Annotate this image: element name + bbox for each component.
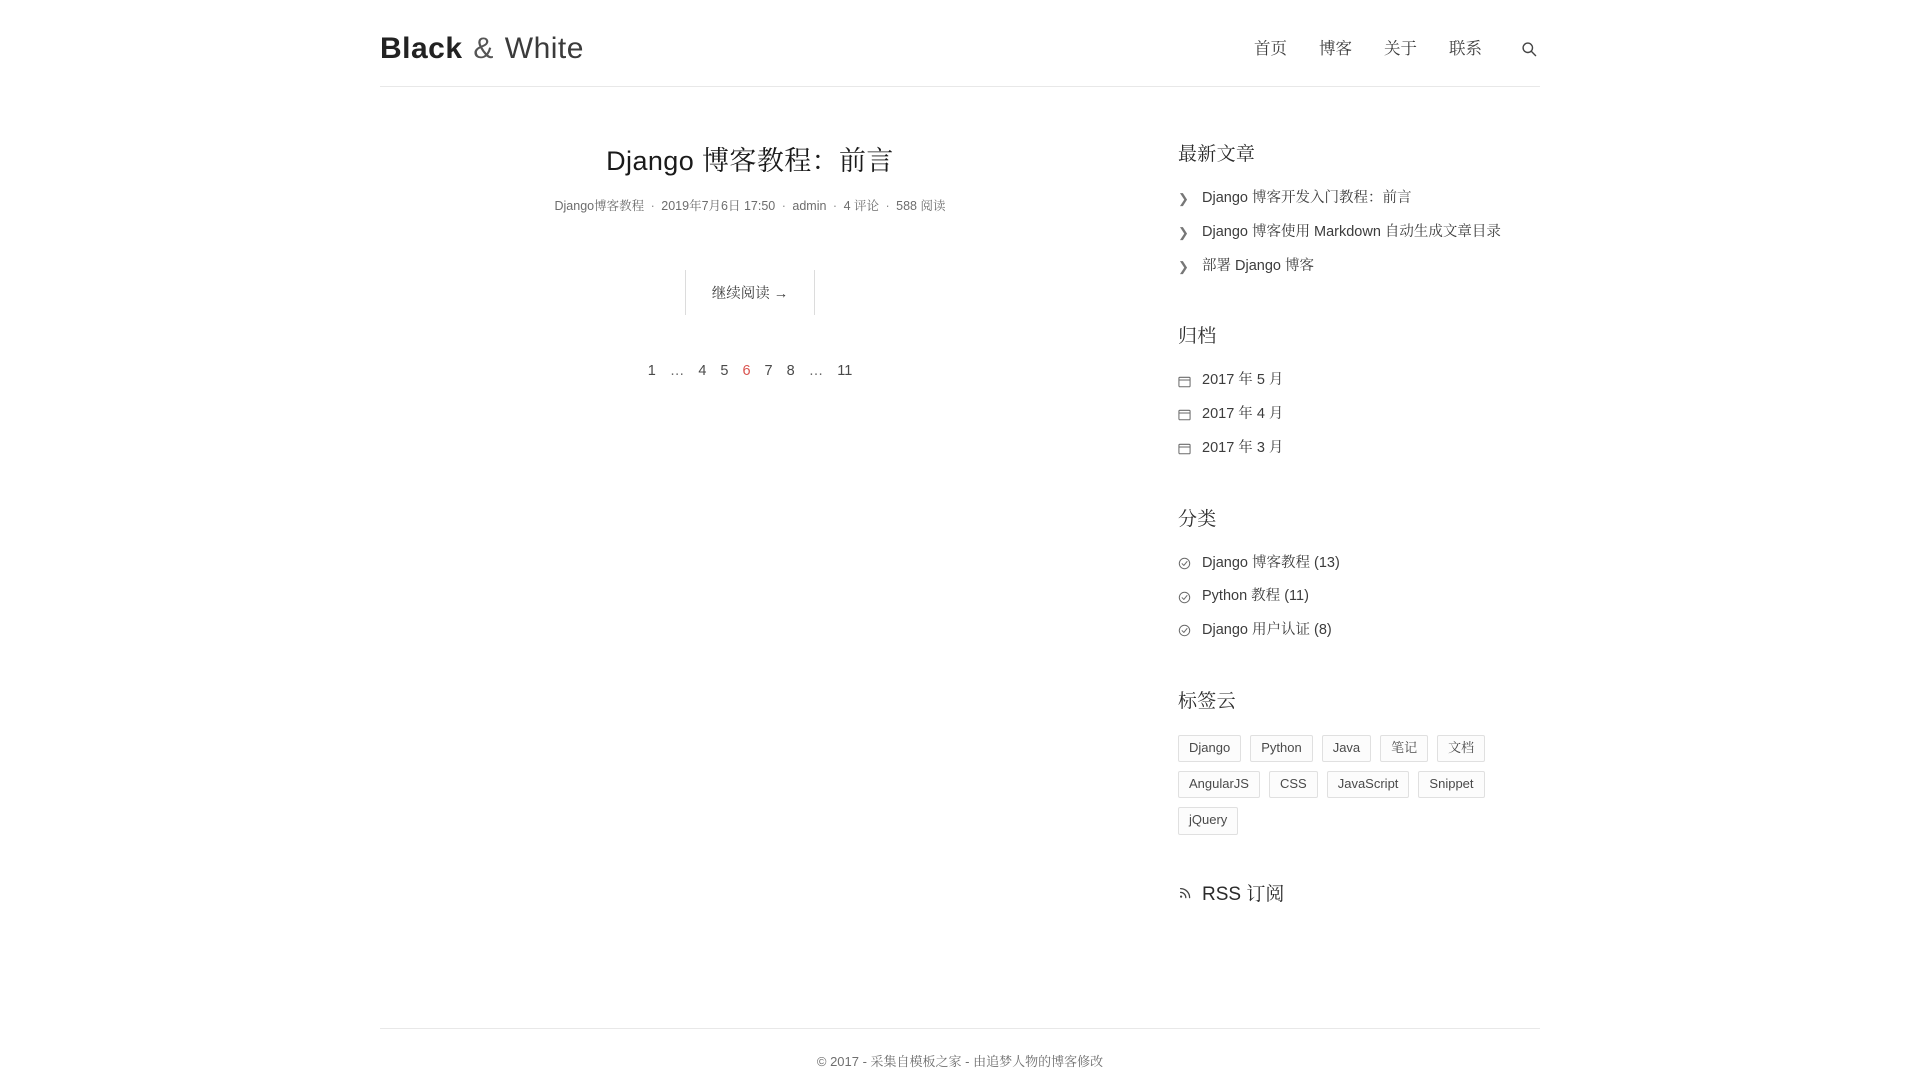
sidebar [1150,139,1540,950]
content-wrapper [380,77,1540,950]
meta-sep-1: · [650,199,655,213]
tag-javascript[interactable]: JavaScript [1327,771,1410,798]
widget-categories [1178,504,1540,642]
meta-sep-3: · [832,199,838,213]
footer-inner [380,1028,1540,1070]
list-item[interactable] [1178,620,1540,642]
pagination-page-8[interactable]: 8 [786,363,795,379]
calendar-icon [1178,375,1196,388]
widget-latest-posts [1178,139,1540,277]
pagination-page-current: 6 [742,363,751,379]
list-item[interactable] [1178,586,1540,608]
archive-list [1178,370,1540,459]
post-comment-count[interactable]: 4 评论 [843,199,879,213]
category-link-2[interactable]: Python 教程 (11) [1202,588,1309,605]
list-item[interactable] [1178,404,1540,426]
chevron-right-icon: ❯ [1178,191,1189,207]
latest-post-link-3[interactable]: 部署 Django 博客 [1202,257,1315,274]
post-view-count: 588 阅读 [896,199,946,213]
tag-css[interactable]: CSS [1269,771,1318,798]
site-header [380,10,1540,87]
brand-first: Black [380,32,463,65]
post-category[interactable]: Django博客教程 [554,199,645,213]
rss-subscribe-link[interactable]: RSS 订阅 [1202,883,1285,905]
latest-post-link-1[interactable]: Django 博客开发入门教程：前言 [1202,190,1412,206]
list-item[interactable] [1178,188,1540,210]
nav-item-home[interactable]: 首页 [1254,39,1287,58]
archive-link-2[interactable]: 2017 年 4 月 [1202,406,1284,422]
category-link-1[interactable]: Django 博客教程 (13) [1202,554,1340,571]
pagination-page-11[interactable]: 11 [837,363,853,379]
check-circle-icon [1178,557,1196,570]
widget-title-tagcloud: 标签云 [1178,690,1236,712]
pagination [380,363,1120,379]
list-item[interactable] [1178,438,1540,460]
latest-posts-list [1178,188,1540,277]
site-brand[interactable] [380,32,584,66]
widget-title-categories: 分类 [1178,508,1217,530]
main-column [380,139,1150,379]
calendar-icon [1178,408,1196,421]
tag-java[interactable]: Java [1322,735,1371,762]
archive-link-1[interactable]: 2017 年 5 月 [1202,372,1284,389]
site-footer [0,1018,1920,1080]
categories-list [1178,553,1540,642]
widget-title-latest: 最新文章 [1178,144,1256,165]
tag-python[interactable]: Python [1250,735,1312,762]
tag-snippet[interactable]: Snippet [1418,771,1484,798]
nav-item-contact[interactable]: 联系 [1449,39,1482,58]
main-nav [1252,37,1540,62]
list-item[interactable] [1178,370,1540,392]
archive-link-3[interactable]: 2017 年 3 月 [1202,439,1284,456]
latest-post-link-2[interactable]: Django 博客使用 Markdown 自动生成文章目录 [1202,223,1501,240]
post-date: 2019年7月6日 17:50 [661,199,776,213]
read-more-wrapper [380,270,1120,315]
tag-notes[interactable]: 笔记 [1380,735,1428,762]
list-item[interactable] [1178,553,1540,575]
rss-row[interactable] [1178,879,1540,906]
tag-angularjs[interactable]: AngularJS [1178,771,1260,798]
post-entry [380,139,1120,315]
nav-item-about[interactable]: 关于 [1384,39,1417,58]
list-item[interactable] [1178,256,1540,278]
post-title[interactable]: Django 博客教程：前言 [606,146,894,176]
calendar-icon [1178,442,1196,455]
category-link-3[interactable]: Django 用户认证 (8) [1202,622,1332,638]
post-meta [380,196,1120,214]
check-circle-icon [1178,624,1196,637]
brand-second: White [504,32,584,65]
tagcloud-list [1178,735,1508,835]
read-more-button[interactable]: 继续阅读 → [685,270,816,315]
widget-title-archive: 归档 [1178,326,1217,348]
pagination-ellipsis-right: … [808,363,824,379]
rss-icon [1178,884,1194,900]
pagination-page-1[interactable]: 1 [647,363,656,379]
widget-archive [1178,321,1540,459]
tag-jquery[interactable]: jQuery [1178,807,1238,834]
tag-django[interactable]: Django [1178,735,1241,762]
meta-sep-4: · [885,199,890,213]
post-author[interactable]: admin [792,199,827,213]
chevron-right-icon: ❯ [1178,225,1189,241]
brand-ampersand: & [473,32,494,65]
meta-sep-2: · [781,199,786,213]
pagination-page-5[interactable]: 5 [720,363,729,379]
pagination-ellipsis-left: … [669,363,685,379]
footer-copyright: © 2017 - 采集自模板之家 - 由追梦人物的博客修改 [816,1054,1104,1069]
search-icon[interactable] [1518,38,1540,60]
tag-docs[interactable]: 文档 [1437,735,1485,762]
chevron-right-icon: ❯ [1178,258,1189,274]
list-item[interactable] [1178,222,1540,244]
widget-rss [1178,879,1540,906]
pagination-page-7[interactable]: 7 [764,363,773,379]
pagination-page-4[interactable]: 4 [698,363,707,379]
widget-tagcloud [1178,686,1540,835]
check-circle-icon [1178,591,1196,604]
nav-item-blog[interactable]: 博客 [1319,39,1352,58]
